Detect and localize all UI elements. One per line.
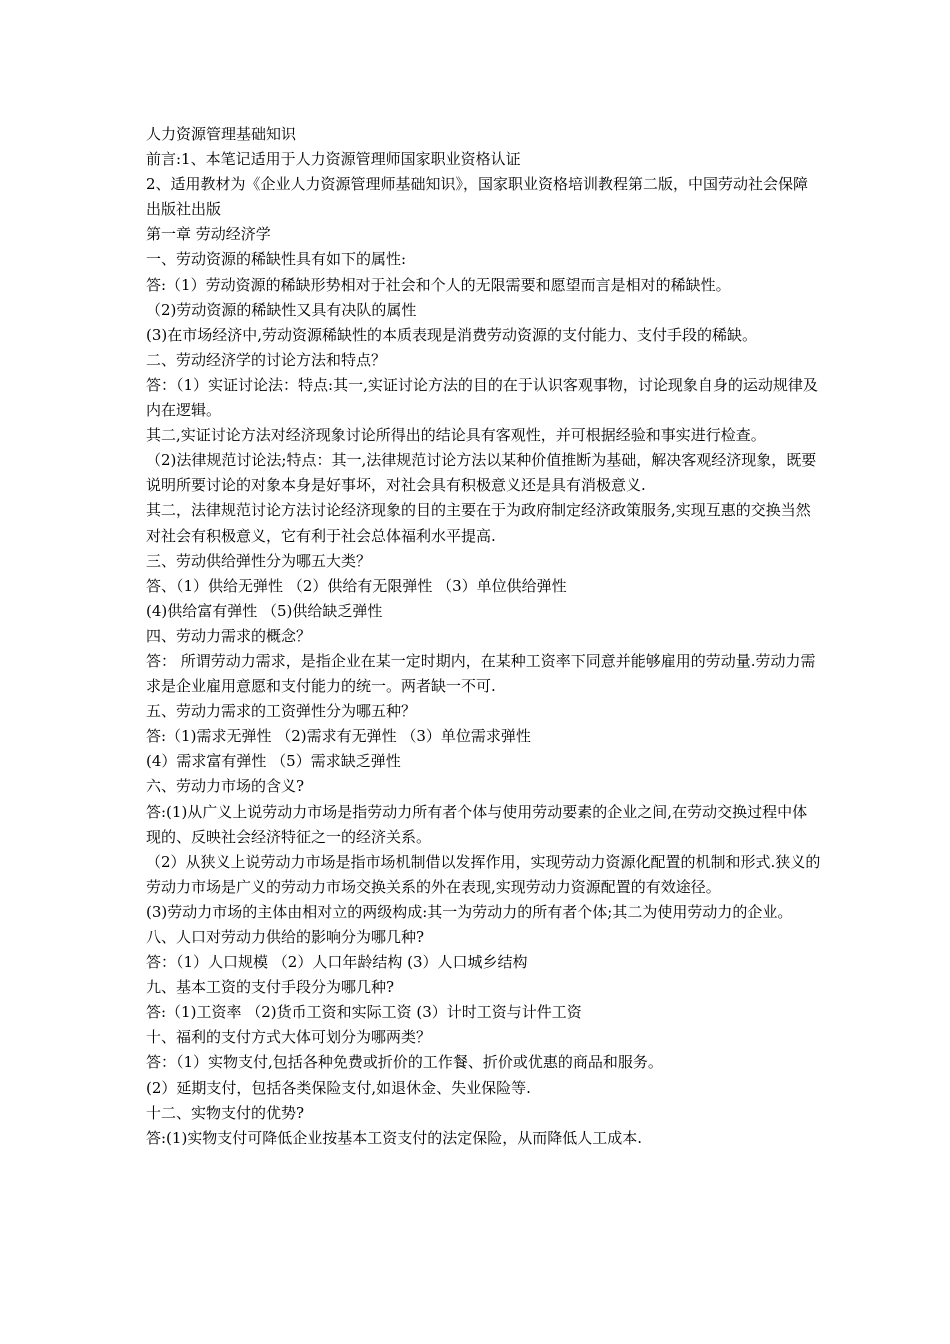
paragraph: 答、（1）供给无弹性 （2）供给有无限弹性 （3）单位供给弹性	[146, 576, 567, 595]
paragraph: （2)法律规范讨论法;特点：其一,法律规范讨论方法以某种价值推断为基础，解决客观经济现象，既要说明所要讨论的对象本身是好事坏，对社会具有积极意义还是具有消极意义.	[146, 451, 817, 495]
paragraph: (4）需求富有弹性 （5）需求缺乏弹性	[146, 752, 401, 771]
paragraph: 答:（1)需求无弹性 （2)需求有无弹性 （3）单位需求弹性	[146, 727, 531, 746]
question-heading: 四、劳动力需求的概念？	[146, 626, 312, 645]
question-heading: 八、人口对劳动力供给的影响分为哪几种?	[146, 928, 425, 946]
chapter-heading: 第一章 劳动经济学	[146, 225, 271, 244]
paragraph: (2）延期支付，包括各类保险支付,如退休金、失业保险等.	[146, 1078, 531, 1097]
document-title: 人力资源管理基础知识	[146, 125, 297, 143]
paragraph: 答:（1)工资率 （2)货币工资和实际工资 (3）计时工资与计件工资	[146, 1003, 582, 1022]
paragraph: （2)劳动资源的稀缺性又具有决队的属性	[146, 300, 417, 319]
paragraph: (3)劳动力市场的主体由相对立的两级构成:其一为劳动力的所有者个体;其二为使用劳动力的企业。	[146, 902, 793, 921]
paragraph: 答：（1）实证讨论法：特点:其一,实证讨论方法的目的在于认识客观事物，讨论现象自身的运动规律及内在逻辑。	[146, 375, 818, 420]
paragraph: 前言:1、本笔记适用于人力资源管理师国家职业资格认证	[146, 150, 521, 169]
question-heading: 五、劳动力需求的工资弹性分为哪五种？	[146, 702, 417, 721]
paragraph: 答:（1）劳动资源的稀缺形势相对于社会和个人的无限需要和愿望而言是相对的稀缺性。	[146, 275, 731, 294]
paragraph: (3)在市场经济中,劳动资源稀缺性的本质表现是消费劳动资源的支付能力、支付手段的稀缺。	[146, 325, 758, 344]
question-heading: 九、基本工资的支付手段分为哪几种?	[146, 978, 395, 997]
question-heading: 二、劳动经济学的讨论方法和特点？	[146, 350, 387, 369]
question-heading: 十、福利的支付方式大体可划分为哪两类？	[146, 1028, 432, 1047]
paragraph: 答：（1）实物支付,包括各种免费或折价的工作餐、折价或优惠的商品和服务。	[146, 1053, 663, 1072]
question-heading: 三、劳动供给弹性分为哪五大类？	[146, 551, 372, 570]
paragraph: 其二,实证讨论方法对经济现象讨论所得出的结论具有客观性，并可根据经验和事实进行检查。	[146, 426, 766, 445]
paragraph: （2）从狭义上说劳动力市场是指市场机制借以发挥作用，实现劳动力资源化配置的机制和形式.狭义的劳动力市场是广义的劳动力市场交换关系的外在表现,实现劳动力资源配置的有效途径。	[146, 852, 821, 896]
paragraph: 答： 所谓劳动力需求，是指企业在某一定时期内，在某种工资率下同意并能够雇用的劳动量.劳动力需求是企业雇用意愿和支付能力的统一。两者缺一不可.	[146, 651, 816, 696]
paragraph: 其二，法律规范讨论方法讨论经济现象的目的主要在于为政府制定经济政策服务,实现互惠的交换当然对社会有积极意义，它有利于社会总体福利水平提高.	[146, 501, 811, 545]
paragraph: 2、适用教材为《企业人力资源管理师基础知识》，国家职业资格培训教程第二版，中国劳动社会保障出版社出版	[146, 175, 809, 219]
paragraph: 答:(1)从广义上说劳动力市场是指劳动力所有者个体与使用劳动要素的企业之间,在劳动交换过程中体现的、反映社会经济特征之一的经济关系。	[146, 802, 808, 846]
question-heading: 十二、实物支付的优势?	[146, 1103, 305, 1122]
paragraph: 答：（1）人口规模 （2）人口年龄结构 (3）人口城乡结构	[146, 953, 528, 972]
question-heading: 六、劳动力市场的含义?	[146, 777, 305, 796]
question-heading: 一、劳动资源的稀缺性具有如下的属性:	[146, 250, 407, 269]
paragraph: (4)供给富有弹性 （5)供给缺乏弹性	[146, 601, 383, 620]
document-page	[146, 122, 822, 1151]
paragraph: 答:(1)实物支付可降低企业按基本工资支付的法定保险，从而降低人工成本.	[146, 1128, 643, 1147]
